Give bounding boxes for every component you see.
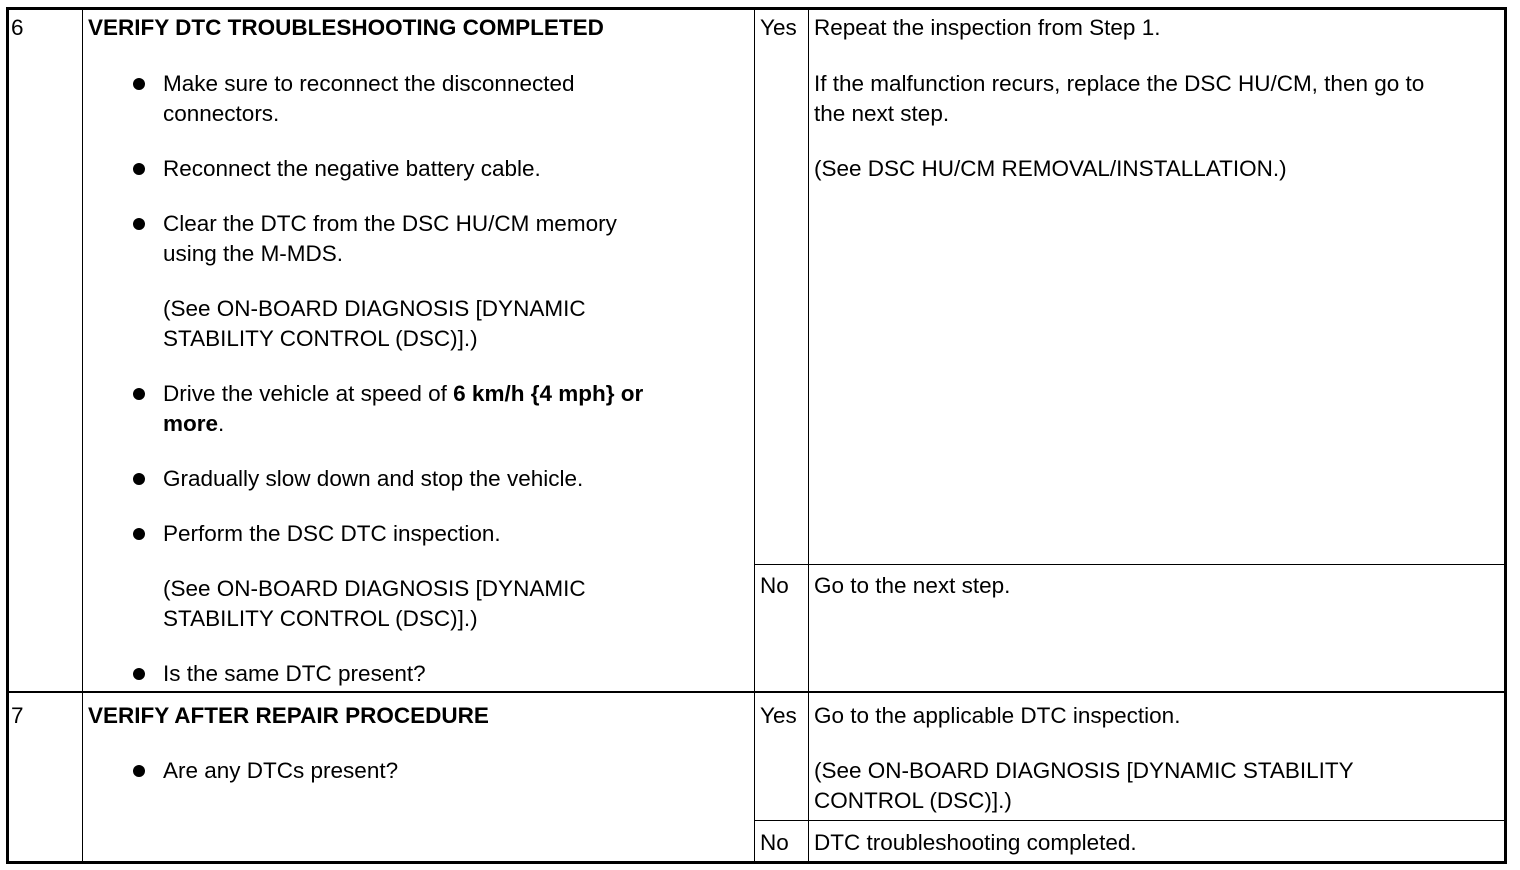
bullet-icon: [133, 668, 145, 680]
action-item-text: using the M-MDS.: [163, 241, 344, 266]
speed-spec: more: [163, 411, 219, 436]
no-result-text: DTC troubleshooting completed.: [814, 830, 1137, 855]
bullet-icon: [133, 473, 145, 485]
yes-label: Yes: [760, 15, 797, 40]
step-number: 7: [11, 703, 24, 728]
no-label: No: [760, 830, 789, 855]
bullet-icon: [133, 163, 145, 175]
action-item-text: Is the same DTC present?: [163, 661, 426, 686]
reference-text: STABILITY CONTROL (DSC)].): [163, 326, 478, 351]
action-item-text: connectors.: [163, 101, 280, 126]
bullet-icon: [133, 78, 145, 90]
yes-result-text: Go to the applicable DTC inspection.: [814, 703, 1181, 728]
speed-spec: 6 km/h {4 mph} or: [453, 381, 644, 406]
action-item-text: [163, 409, 224, 439]
yes-result-text: Repeat the inspection from Step 1.: [814, 15, 1161, 40]
yes-label: Yes: [760, 703, 797, 728]
table-border: [6, 7, 1507, 864]
column-divider-action: [754, 8, 755, 863]
action-item-text-plain: Drive the vehicle at speed of: [163, 381, 454, 406]
column-divider-step: [82, 8, 83, 863]
step-number: 6: [11, 15, 24, 40]
action-item-text: Are any DTCs present?: [163, 758, 399, 783]
step-title: VERIFY AFTER REPAIR PROCEDURE: [88, 703, 489, 728]
row-divider: [7, 691, 1506, 693]
action-item-text: Clear the DTC from the DSC HU/CM memory: [163, 211, 617, 236]
no-label: No: [760, 573, 789, 598]
reference-text: (See ON-BOARD DIAGNOSIS [DYNAMIC: [163, 296, 586, 321]
reference-text: (See ON-BOARD DIAGNOSIS [DYNAMIC: [163, 576, 586, 601]
yes-result-text: If the malfunction recurs, replace the DSC HU/CM, then go to: [814, 71, 1425, 96]
step-title: VERIFY DTC TROUBLESHOOTING COMPLETED: [88, 15, 604, 40]
action-item-text: Make sure to reconnect the disconnected: [163, 71, 575, 96]
yes-result-text: the next step.: [814, 101, 950, 126]
bullet-icon: [133, 218, 145, 230]
no-result-text: Go to the next step.: [814, 573, 1011, 598]
reference-text: STABILITY CONTROL (DSC)].): [163, 606, 478, 631]
bullet-icon: [133, 765, 145, 777]
action-item-text: [163, 379, 643, 409]
bullet-icon: [133, 388, 145, 400]
action-item-text: Gradually slow down and stop the vehicle.: [163, 466, 584, 491]
action-item-text-plain: .: [218, 411, 225, 436]
action-item-text: Perform the DSC DTC inspection.: [163, 521, 501, 546]
yes-result-reference: (See ON-BOARD DIAGNOSIS [DYNAMIC STABILITY: [814, 758, 1354, 783]
column-divider-result: [808, 8, 809, 863]
bullet-icon: [133, 528, 145, 540]
row6-yes-no-divider: [754, 564, 1506, 565]
action-item-text: Reconnect the negative battery cable.: [163, 156, 541, 181]
yes-result-reference: CONTROL (DSC)].): [814, 788, 1012, 813]
row7-yes-no-divider: [754, 820, 1506, 821]
yes-result-reference: (See DSC HU/CM REMOVAL/INSTALLATION.): [814, 156, 1287, 181]
